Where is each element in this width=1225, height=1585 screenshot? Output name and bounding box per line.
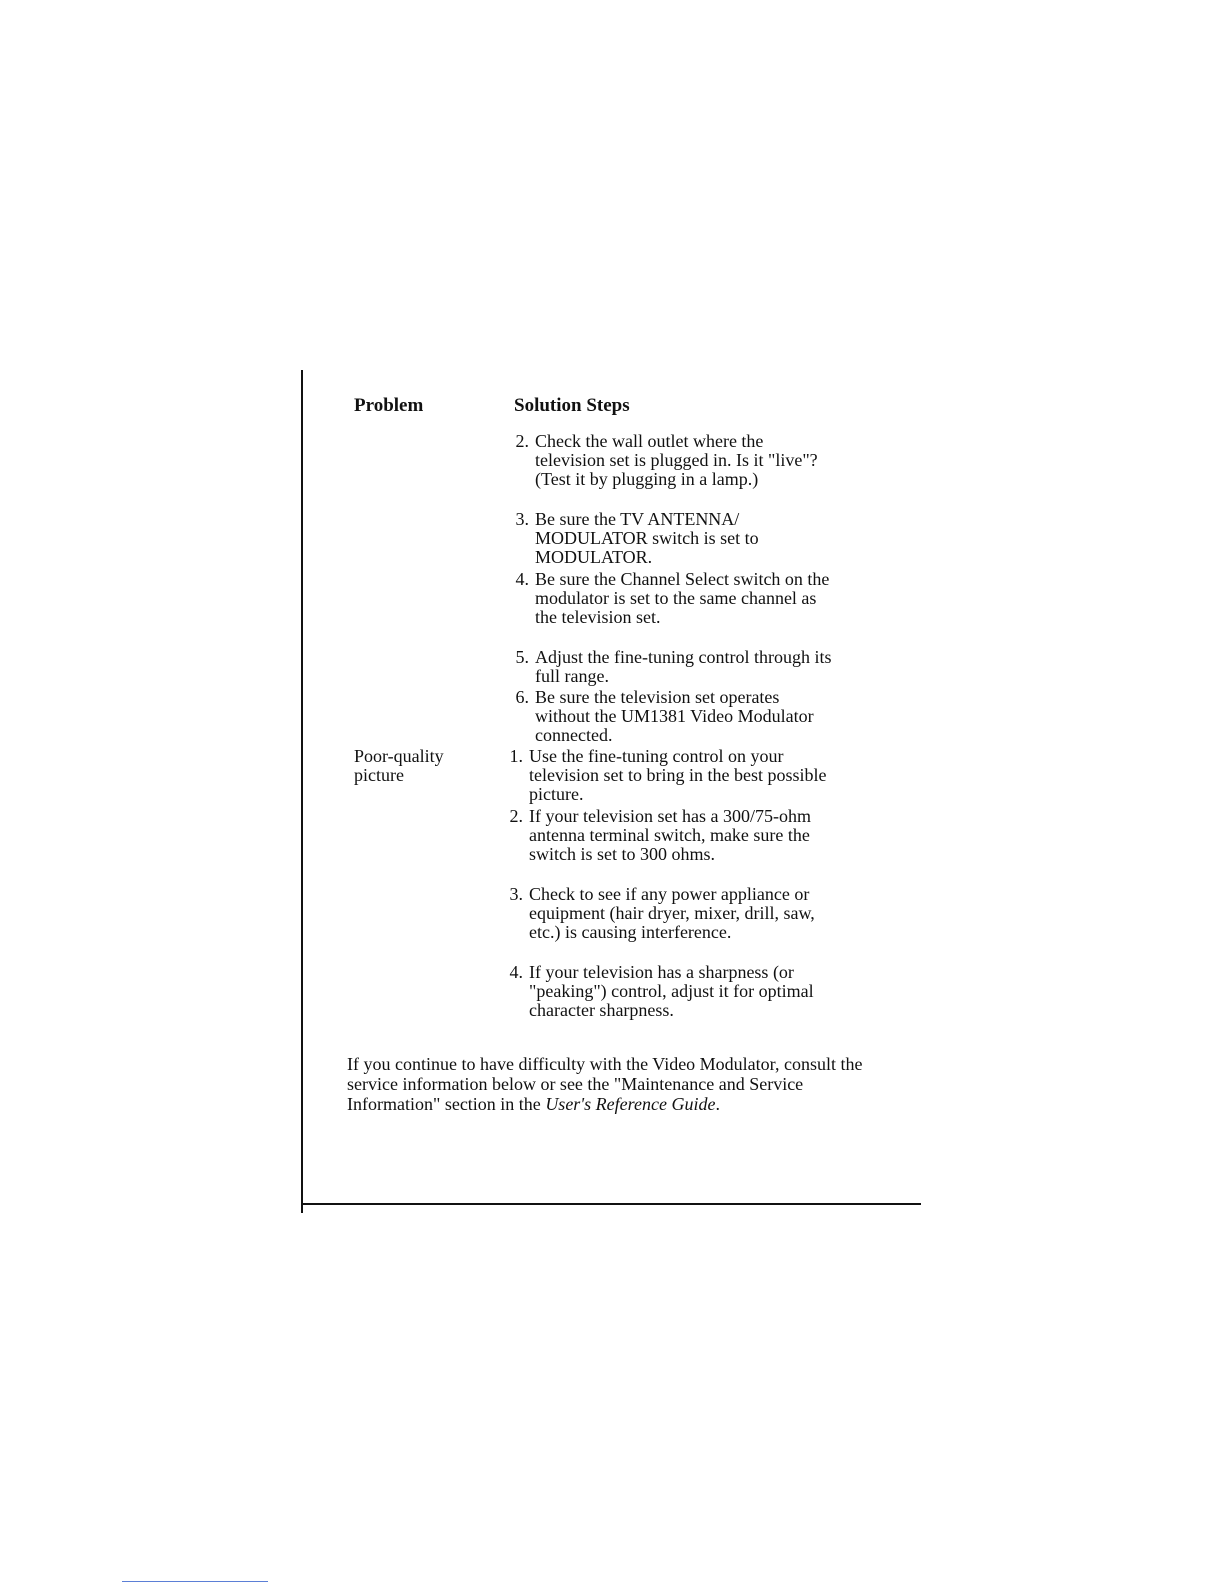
step-text: Check to see if any power appliance or equipment (hair dryer, mixer, drill, saw, etc.) is causing interference.: [529, 884, 815, 943]
step-number: 2.: [515, 431, 529, 451]
step-number: 6.: [515, 687, 529, 707]
step-text: If your television set has a 300/75-ohm antenna terminal switch, make sure the switch is set to 300 ohms.: [529, 806, 811, 865]
footer-note-tail: .: [715, 1094, 720, 1114]
step-text: Check the wall outlet where the television set is plugged in. Is it "live"? (Test it by plugging in a lamp.): [535, 431, 818, 490]
step-text: Use the fine-tuning control on your television set to bring in the best possible picture.: [529, 746, 827, 805]
step-text: Be sure the television set operates without the UM1381 Video Modulator connected.: [535, 687, 814, 746]
step-text: Be sure the Channel Select switch on the modulator is set to the same channel as the television set.: [535, 569, 830, 628]
step-number: 2.: [509, 806, 523, 826]
column-header-solution: Solution Steps: [514, 395, 630, 416]
step-text: Be sure the TV ANTENNA/ MODULATOR switch is set to MODULATOR.: [535, 509, 759, 568]
bottom-rule: [301, 1203, 921, 1205]
step-number: 4.: [515, 569, 529, 589]
guide-title: User's Reference Guide: [545, 1094, 716, 1114]
step-text: Adjust the fine-tuning control through its full range.: [535, 647, 832, 687]
step-number: 5.: [515, 647, 529, 667]
step-number: 4.: [509, 962, 523, 982]
step-text: If your television has a sharpness (or "peaking") control, adjust it for optimal character sharpness.: [529, 962, 814, 1021]
bottom-link-indicator: [122, 1581, 268, 1582]
left-margin-rule: [301, 370, 303, 1213]
footer-note: [347, 1054, 867, 1114]
column-header-problem: Problem: [354, 395, 424, 416]
step-number: 3.: [515, 509, 529, 529]
step-number: 1.: [509, 746, 523, 766]
problem-label-poor-quality: Poor-quality picture: [354, 746, 444, 786]
footer-note-lead: If you continue to have difficulty with the Video Modulator, consult the service information below or see the "Maintenance and Service Information" section in the: [347, 1054, 863, 1114]
step-number: 3.: [509, 884, 523, 904]
